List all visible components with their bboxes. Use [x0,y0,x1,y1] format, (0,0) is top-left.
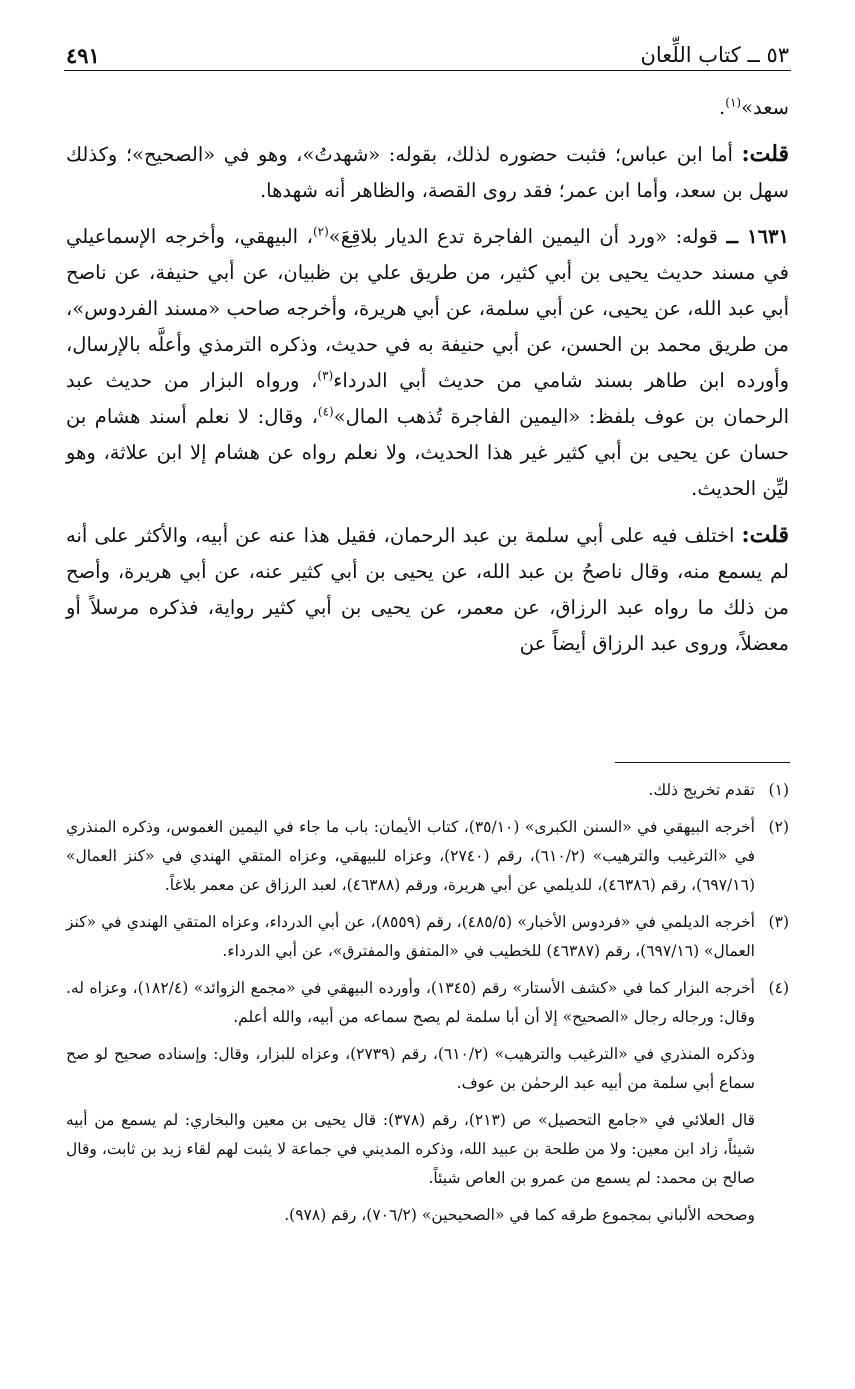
footnote-3 [66,908,789,966]
footnote-ref: (٤) [317,404,334,419]
running-header [66,32,789,66]
hadith-number: ١٦٣١ ــ [726,225,790,248]
main-text [66,90,789,662]
footnote-paragraph: قال العلائي في «جامع التحصيل» ص (٢١٣)، رقم (٣٧٨): قال يحيى بن معين والبخاري: لم يسمع من أبيه شيئاً، زاد ابن معين: ولا من طلحة بن عبيد الله، وذكره المديني في جماعة لا يثبت لهم لقاء زيد بن ثابت، وقال صالح بن محمد: لم يسمع من عمرو بن العاص شيئاً. [66,1111,756,1187]
footnote-mark: (١) [768,781,789,799]
paragraph-text: أما ابن عباس؛ فثبت حضوره لذلك، بقوله: «شهدتُ»، وهو في «الصحيح»؛ وكذلك سهل بن سعد، وأما ابن عمر؛ فقد روى القصة، والظاهر أنه شهدها. [66,143,789,202]
footnote-paragraph: أخرجه البزار كما في «كشف الأستار» رقم (١٣٤٥)، وأورده البيهقي في «مجمع الزوائد» (١٨٢/٤)، وعزاه له. وقال: ورجاله رجال «الصحيح» إلا أن أبا سلمة لم يصح سماعه من أبيه، والله أعلم. [66,979,755,1026]
footnote-paragraph: وصححه الألباني بمجموع طرقه كما في «الصحيحين» (٧٠٦/٢)، رقم (٩٧٨). [284,1206,755,1224]
footnote-mark: (٣) [768,913,789,931]
header-rule [64,70,791,71]
footnote-text: أخرجه البيهقي في «السنن الكبرى» (٣٥/١٠)، كتاب الأيمان: باب ما جاء في اليمين الغموس، وذكره المنذري في «الترغيب والترهيب» (٦١٠/٢)، رقم (٢٧٤٠)، وعزاه للبيهقي، وعزاه المتقي الهندي في «كنز العمال» (٦٩٧/١٦)، رقم (٤٦٣٨٦)، للديلمي عن أبي هريرة، ورقم (٤٦٣٨٨)، لعبد الرزاق عن معمر بلاغاً. [66,818,755,894]
paragraph-continuation: سعد»$^{(١)}$. [719,95,789,119]
footnote-separator [615,762,790,763]
footnote-mark: (٢) [768,818,789,836]
footnote-ref: (٢) [312,224,329,239]
footnote-2 [66,813,789,900]
qult-label: قلت: [741,141,789,167]
footnote-4 [66,974,789,1238]
footnote-1 [66,776,789,805]
qult-label: قلت: [741,522,789,548]
footnote-ref: (٣) [317,368,334,383]
footnote-body [66,974,755,1238]
footnote-text: أخرجه الديلمي في «فردوس الأخبار» (٤٨٥/٥)، رقم (٨٥٥٩)، عن أبي الدرداء، وعزاه المتقي الهندي في «كنز العمال» (٦٩٧/١٦)، رقم (٤٦٣٨٧) للخطيب في «المتفق والمفترق»، عن أبي الدرداء. [66,913,755,960]
page-number: ٤٩١ [66,43,100,68]
footnotes [66,776,789,1246]
footnote-ref: (١) [725,95,742,110]
chapter-title: ٥٣ ــ كتاب اللِّعان [640,43,789,67]
paragraph-qult-1 [66,136,789,209]
paragraph-qult-2 [66,517,789,662]
footnote-text: تقدم تخريج ذلك. [648,781,755,799]
footnote-mark: (٤) [768,979,789,997]
paragraph-text: اختلف فيه على أبي سلمة بن عبد الرحمان، فقيل هذا عنه عن أبيه، والأكثر على أنه لم يسمع منه، وقال ناصحُ بن عبد الله، عن يحيى بن أبي كثير عنه، عن أبي هريرة، وأصح من ذلك ما رواه عبد الرزاق، عن معمر، عن يحيى بن أبي كثير رواية، فذكره مرسلاً أو معضلاً، وروى عبد الرزاق أيضاً عن [66,524,789,655]
paragraph-hadith-1631: ١٦٣١ ــ قوله: «ورد أن اليمين الفاجرة تدع الديار بلاقِعَ»$^{(٢)}$، البيهقي، وأخرجه الإسماعيلي في مسند حديث يحيى بن أبي كثير، من طريق علي بن ظبيان، عن أبي حنيفة، عن ناصح أبي عبد الله، عن يحيى، عن أبي سلمة، عن أبي هريرة، وأخرجه صاحب «مسند الفردوس»، من طريق محمد بن الحسن، عن أبي حنيفة به في حديث، وذكره الترمذي وأعلَّه بالإرسال، وأورده ابن طاهر بسند شامي من حديث أبي الدرداء$^{(٣)}$، ورواه البزار من حديث عبد الرحمان بن عوف بلفظ: «اليمين الفاجرة تُذهب المال»$^{(٤)}$، وقال: لا نعلم أسند هشام بن حسان عن يحيى بن أبي كثير غير هذا الحديث، ولا نعلم رواه عن هشام إلا ابن علاثة، وهو ليِّن الحديث. [66,224,790,500]
footnote-paragraph: وذكره المنذري في «الترغيب والترهيب» (٦١٠/٢)، رقم (٢٧٣٩)، وعزاه للبزار، وقال: وإسناده صحيح لو صح سماع أبي سلمة من أبيه عبد الرحمٰن بن عوف. [66,1045,755,1092]
